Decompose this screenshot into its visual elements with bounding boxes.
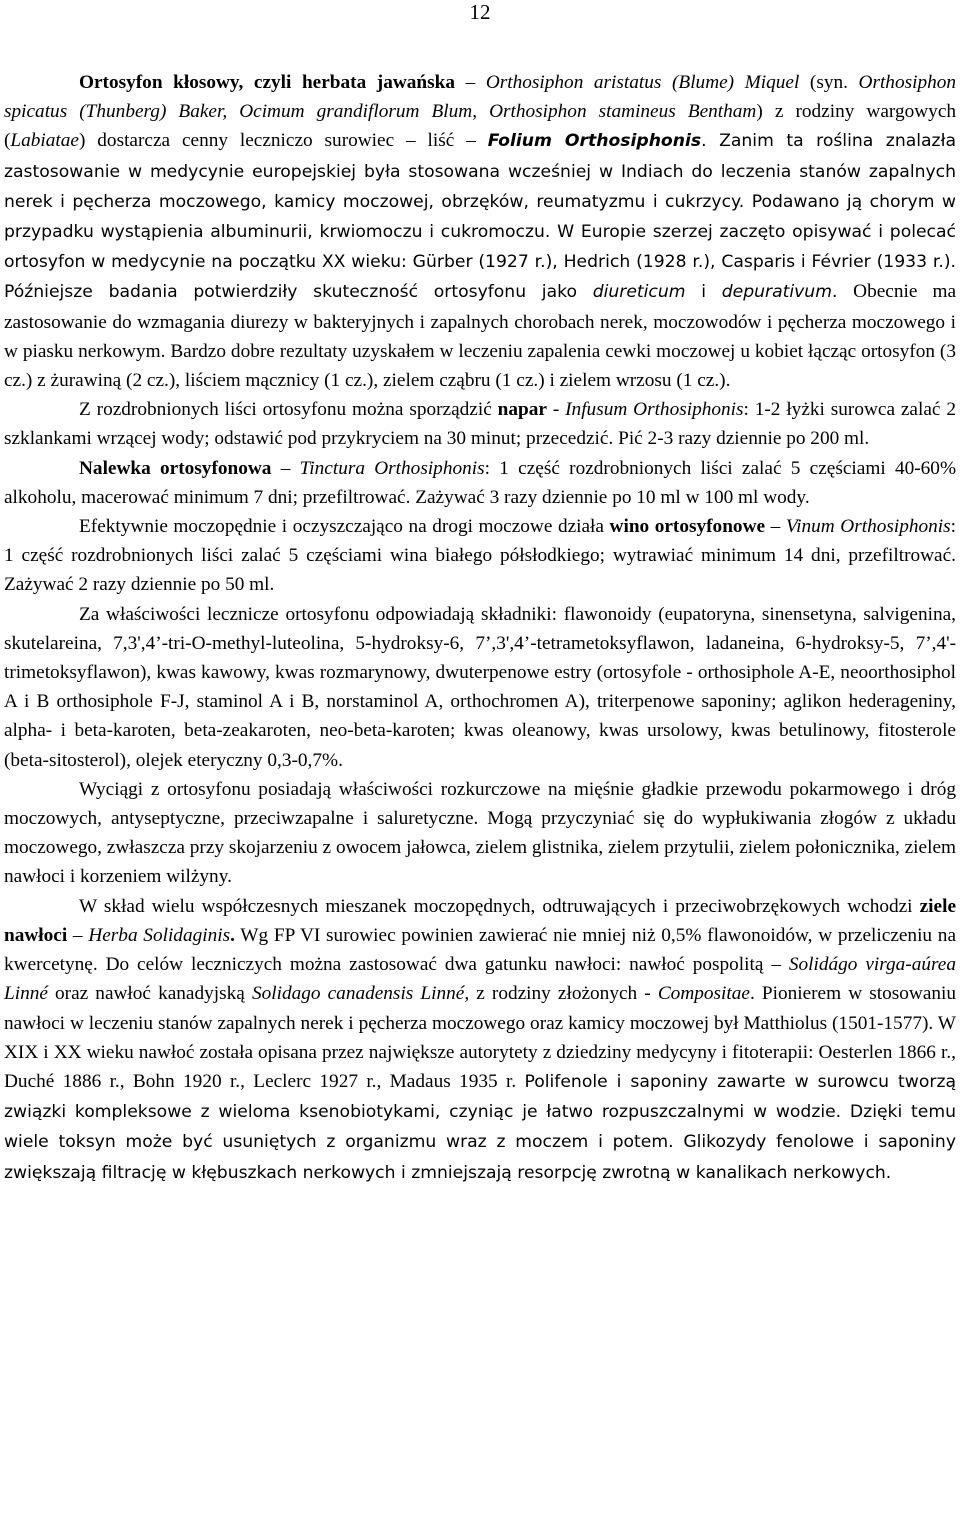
text-run: W skład wielu współczesnych mieszanek moczopędnych, odtruwających i przeciwobrzękowych wchodzi — [79, 895, 920, 917]
text-run: - — [546, 399, 566, 421]
text-run: Solidágo virga-aúrea Linné — [4, 954, 956, 1005]
text-run: Solidago canadensis Linné, — [251, 983, 470, 1005]
paragraph — [4, 395, 956, 453]
text-run: z rodziny złożonych - — [469, 983, 658, 1005]
text-run: Wyciągi z ortosyfonu posiadają właściwości rozkurczowe na mięśnie gładkie przewodu pokarmowego i dróg moczowych, antyseptyczne, przeciwzapalne i saluretyczne. Mogą przyczyniać się do wypłukiwania złogów z układu moczowego, zwłaszcza przy skojarzeniu z owocem jałowca, zielem glistnika, zielem przytulii, zielem połonicznika, zielem nawłoci i korzeniem wilżyny. — [4, 778, 956, 888]
text-run: Orthosiphon stamineus — [489, 101, 676, 123]
text-run: Obecnie ma zastosowanie do wzmagania diurezy w bakteryjnych i zapalnych chorobach nerek, moczowodów i pęcherza moczowego i w piasku nerkowym. Bardzo dobre rezultaty uzyskałem w leczeniu zapalenia cewki moczowej u kobiet łącząc ortosyfon (3 cz.) z żurawiną (2 cz.), liściem mącznicy (1 cz.), zielem cząbru (1 cz.) i zielem wrzosu (1 cz.). — [4, 281, 957, 392]
text-run: Polifenole i saponiny zawarte w surowcu tworzą związki kompleksowe z wieloma ksenobiotykami, czyniąc je łatwo rozpuszczalnymi w wodzie. Dzięki temu wiele toksyn może być usuniętych z organizmu wraz z moczem i potem. Glikozydy fenolowe i saponiny zwiększają filtrację w kłębuszkach nerkowych i zmniejszają resorpcję zwrotną w kanalikach nerkowych. — [4, 1071, 956, 1183]
text-run: (Blume) — [661, 72, 745, 93]
text-run: Efektywnie moczopędnie i oczyszczająco na drogi moczowe działa — [79, 516, 610, 538]
paragraph — [4, 775, 956, 892]
page-number: 12 — [469, 0, 491, 24]
text-run: Compositae — [657, 983, 750, 1005]
text-run: – — [271, 457, 300, 479]
text-run: Folium Orthosiphonis — [487, 131, 702, 152]
text-run: Infusum Orthosiphonis — [565, 399, 744, 421]
text-run: Vinum Orthosiphonis — [785, 516, 951, 538]
text-run: ) dostarcza cenny leczniczo surowiec – liść – — [78, 130, 488, 152]
text-run: Labiatae — [10, 130, 79, 152]
text-run: : 1 część rozdrobnionych liści zalać 5 częściami 40-60% alkoholu, macerować minimum 7 dni; przefiltrować. Zażywać 3 razy dziennie po 10 ml w 100 ml wody. — [4, 457, 956, 508]
text-run: Nalewka ortosyfonowa — [79, 457, 272, 479]
text-run: (Thunberg) Baker, — [67, 101, 240, 123]
text-run: . Zanim ta roślina znalazła zastosowanie w medycynie europejskiej była stosowana wcześniej w Indiach do leczenia stanów zapalnych nerek i pęcherza moczowego, kamicy moczowej, obrzęków, reumatyzmu i cukrzycy. Podawano ją chorym w przypadku wystąpienia albuminurii, krwiomoczu i cukromoczu. W Europie szerzej zaczęto opisywać i polecać ortosyfon w medycynie na początku XX wieku: Gürber (1927 r.), Hedrich (1928 r.), Casparis i Février (1933 r.). Późniejsze badania potwierdziły skuteczność ortosyfonu jako — [4, 131, 956, 303]
body-text — [4, 68, 956, 1188]
text-run: Orthosiphon aristatus — [485, 72, 662, 93]
paragraph — [4, 892, 956, 1188]
text-run: ziele nawłoci — [4, 895, 956, 946]
text-run: . — [230, 924, 235, 946]
text-run: Miquel — [744, 72, 800, 93]
text-run: Z rozdrobnionych liści ortosyfonu można sporządzić — [79, 399, 498, 421]
text-run: i — [685, 282, 722, 303]
text-run: ) z rodziny wargowych ( — [4, 101, 957, 152]
text-run: wino ortosyfonowe — [609, 516, 766, 538]
text-run: Wg FP VI surowiec powinien zawierać nie mniej niż 0,5% flawonoidów, w przeliczeniu na kwercetynę. Do celów leczniczych można zastosować dwa gatunku nawłoci: nawłoć pospolitą – — [4, 924, 956, 976]
paragraph — [4, 454, 956, 512]
text-run: : 1-2 łyżki surowca zalać 2 szklankami wrzącej wody; odstawić pod przykryciem na 30 minut; przecedzić. Pić 2-3 razy dziennie po 200 ml. — [4, 399, 956, 450]
text-run: Za właściwości lecznicze ortosyfonu odpowiadają składniki: flawonoidy (eupatoryna, sinensetyna, salvigenina, skutelareina, 7,3',4’-tri-O-methyl-luteolina, 5-hydroksy-6, 7’,3',4’-tetrametoksyflawon, ladaneina, 6-hydroksy-5, 7’,4'-trimetoksyflawon), kwas kawowy, kwas rozmarynowy, dwuterpenowe estry (ortosyfole - orthosiphole A-E, neoorthosiphol A i B orthosiphole F-J, staminol A i B, norstaminol A, orthochromen A), triterpenowe saponiny; aglikon hederageniny, alpha- i beta-karoten, beta-zeakaroten, neo-beta-karoten; kwas oleanowy, kwas ursolowy, kwas betulinowy, fitosterole (beta-sitosterol), olejek eteryczny 0,3-0,7%. — [4, 603, 956, 771]
text-run: Ocimum grandiflorum — [239, 101, 420, 123]
text-run: . — [831, 282, 854, 303]
paragraph — [4, 600, 956, 775]
text-run: diureticum — [592, 282, 686, 303]
text-run: : 1 część rozdrobnionych liści zalać 5 częściami wina białego półsłodkiego; wytrawiać minimum 14 dni, przefiltrować. Zażywać 2 razy dziennie po 50 ml. — [4, 516, 956, 596]
paragraph — [4, 68, 956, 395]
text-run: Bentham — [675, 101, 757, 123]
text-run: oraz nawłoć kanadyjską — [47, 983, 252, 1005]
text-run: Herba Solidaginis — [88, 924, 231, 946]
text-run: Orthosiphon spicatus — [4, 72, 957, 123]
text-run: – — [765, 516, 786, 538]
text-run: (syn. — [799, 72, 859, 93]
text-run: Tinctura Orthosiphonis — [299, 457, 485, 479]
text-run: depurativum — [721, 282, 832, 303]
text-run: Ortosyfon kłosowy, czyli herbata jawańska — [79, 72, 456, 93]
text-run: . Pionierem w stosowaniu nawłoci w leczeniu stanów zapalnych nerek i pęcherza moczowego oraz kamicy moczowej był Matthiolus (1501-1577). W XIX i XX wieku nawłoć została opisana przez największe autorytety z dziedziny medycyny i fitoterapii: Oesterlen 1866 r., Duché 1886 r., Bohn 1920 r., Leclerc 1927 r., Madaus 1935 r. — [4, 983, 957, 1092]
text-run: – — [67, 924, 89, 946]
text-run: Blum, — [419, 101, 490, 123]
paragraph — [4, 512, 956, 600]
text-run: – — [455, 72, 486, 93]
text-run: napar — [497, 399, 547, 421]
